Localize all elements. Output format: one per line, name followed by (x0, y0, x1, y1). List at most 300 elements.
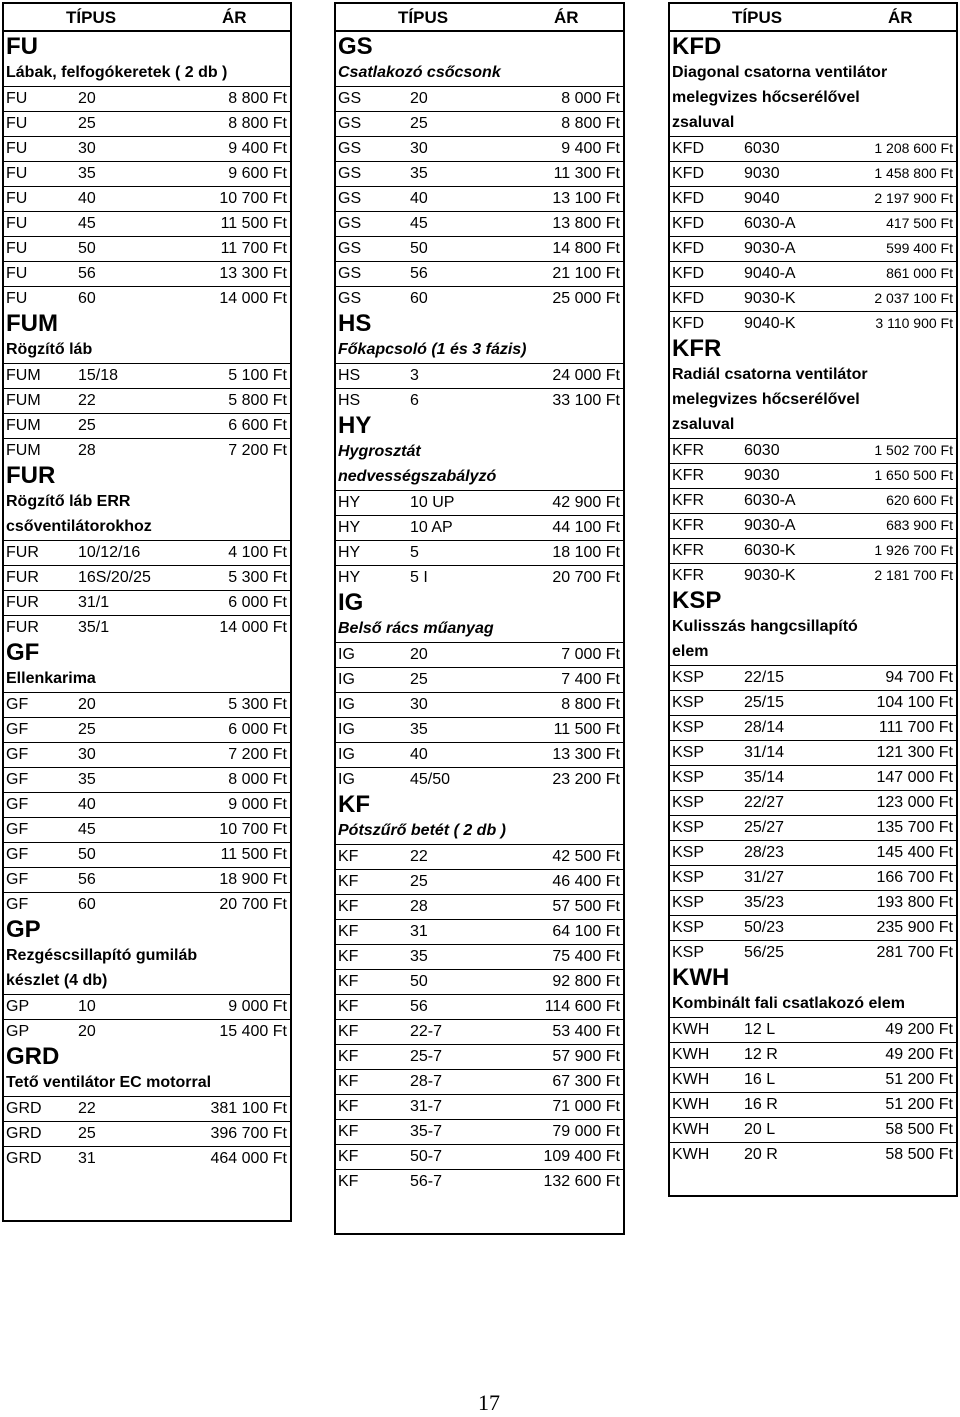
row-price: 147 000 Ft (876, 769, 953, 786)
row-size: 22/27 (744, 794, 785, 811)
section-code: GP (6, 916, 41, 943)
row-size: 50 (78, 846, 96, 863)
row-price: 104 100 Ft (876, 694, 953, 711)
type-header: TÍPUS (732, 8, 783, 27)
price-row (336, 844, 623, 869)
row-type-code: KF (338, 1048, 359, 1065)
price-row (336, 969, 623, 994)
price-row (336, 919, 623, 944)
price-row (670, 463, 956, 488)
row-price: 1 926 700 Ft (874, 542, 953, 558)
price-row (4, 742, 290, 767)
price-row (4, 842, 290, 867)
section-description: Diagonal csatorna ventilátor (672, 64, 888, 81)
row-price: 381 100 Ft (210, 1100, 287, 1117)
row-type-code: FU (6, 90, 28, 107)
row-price: 33 100 Ft (552, 392, 620, 409)
row-type-code: FU (6, 240, 28, 257)
row-size: 6030 (744, 140, 780, 157)
row-size: 16 R (744, 1096, 778, 1113)
row-size: 3 (410, 367, 419, 384)
row-price: 6 000 Ft (228, 721, 287, 738)
row-price: 9 000 Ft (228, 998, 287, 1015)
row-price: 24 000 Ft (552, 367, 620, 384)
price-row (4, 867, 290, 892)
row-price: 23 200 Ft (552, 771, 620, 788)
row-size: 9040-A (744, 265, 796, 282)
row-price: 5 100 Ft (228, 367, 287, 384)
row-type-code: HS (338, 392, 361, 409)
row-size: 45 (410, 215, 428, 232)
price-row (4, 186, 290, 211)
row-size: 31/27 (744, 869, 785, 886)
row-price: 8 800 Ft (561, 696, 620, 713)
price-row (670, 890, 956, 915)
row-price: 44 100 Ft (552, 519, 620, 536)
row-type-code: GP (6, 998, 30, 1015)
section-description: Csatlakozó csőcsonk (338, 64, 501, 81)
row-price: 121 300 Ft (876, 744, 953, 761)
row-type-code: FUR (6, 619, 39, 636)
row-size: 28/14 (744, 719, 785, 736)
row-size: 50 (410, 240, 428, 257)
section-description: Rezgéscsillapító gumiláb (6, 947, 198, 964)
section-description: nedvességszabályzó (338, 468, 497, 485)
row-type-code: KF (338, 923, 359, 940)
section-description: Pótszűrő betét ( 2 db ) (338, 822, 506, 839)
price-header: ÁR (554, 8, 579, 27)
row-size: 20 (78, 90, 96, 107)
row-size: 45 (78, 821, 96, 838)
row-price: 114 600 Ft (544, 998, 620, 1015)
price-row (4, 1121, 290, 1146)
section-code: FUR (6, 462, 56, 489)
row-price: 11 300 Ft (553, 165, 620, 182)
row-type-code: FU (6, 140, 28, 157)
row-size: 10/12/16 (78, 544, 141, 561)
row-size: 20 (410, 646, 428, 663)
section-code: IG (338, 589, 364, 616)
row-size: 25 (78, 721, 96, 738)
row-price: 11 700 Ft (220, 240, 287, 257)
price-row (4, 792, 290, 817)
row-price: 9 000 Ft (228, 796, 287, 813)
row-size: 6030-K (744, 542, 796, 559)
row-type-code: GF (6, 721, 29, 738)
price-header: ÁR (222, 8, 247, 27)
row-size: 10 AP (410, 519, 453, 536)
row-size: 22 (410, 848, 428, 865)
row-size: 31-7 (410, 1098, 443, 1115)
row-type-code: KFD (672, 265, 704, 282)
row-type-code: KF (338, 1098, 359, 1115)
row-price: 5 300 Ft (228, 569, 287, 586)
section-description: Kulisszás hangcsillapító (672, 618, 858, 635)
row-price: 21 100 Ft (552, 265, 620, 282)
row-price: 18 900 Ft (219, 871, 287, 888)
section-code: KSP (672, 587, 722, 614)
row-price: 7 200 Ft (228, 746, 287, 763)
row-type-code: KSP (672, 869, 705, 886)
row-type-code: GS (338, 215, 362, 232)
row-size: 28 (410, 898, 428, 915)
row-type-code: KF (338, 1073, 359, 1090)
row-size: 50-7 (410, 1148, 443, 1165)
price-row (336, 363, 623, 388)
row-type-code: HY (338, 544, 361, 561)
row-size: 28-7 (410, 1073, 443, 1090)
row-price: 417 500 Ft (886, 215, 953, 231)
row-size: 40 (78, 190, 96, 207)
row-size: 30 (78, 746, 96, 763)
row-size: 56 (410, 998, 428, 1015)
row-size: 28/23 (744, 844, 785, 861)
row-price: 861 000 Ft (886, 265, 953, 281)
row-price: 20 700 Ft (552, 569, 620, 586)
row-type-code: GF (6, 896, 29, 913)
section-code: GRD (6, 1043, 60, 1070)
row-size: 20 (78, 1023, 96, 1040)
row-size: 50/23 (744, 919, 785, 936)
row-price: 9 400 Ft (228, 140, 287, 157)
row-price: 53 400 Ft (552, 1023, 620, 1040)
price-row (4, 615, 290, 640)
price-row (670, 865, 956, 890)
price-row (336, 1169, 623, 1194)
row-size: 35/14 (744, 769, 785, 786)
price-row (670, 940, 956, 965)
row-size: 25 (78, 1125, 96, 1142)
row-price: 14 000 Ft (219, 290, 287, 307)
row-type-code: FUM (6, 392, 41, 409)
row-price: 1 458 800 Ft (874, 165, 953, 181)
row-price: 51 200 Ft (885, 1071, 953, 1088)
section-description: csőventilátorokhoz (6, 518, 152, 535)
row-size: 31 (78, 1150, 96, 1167)
section-description: Radiál csatorna ventilátor (672, 366, 868, 383)
row-size: 25 (78, 115, 96, 132)
price-row (670, 513, 956, 538)
row-size: 16S/20/25 (78, 569, 151, 586)
row-size: 25 (410, 671, 428, 688)
price-row (670, 915, 956, 940)
row-type-code: KSP (672, 769, 705, 786)
row-type-code: IG (338, 746, 355, 763)
price-row (336, 894, 623, 919)
section-description: Belső rács műanyag (338, 620, 494, 637)
row-size: 15/18 (78, 367, 119, 384)
row-price: 94 700 Ft (885, 669, 953, 686)
row-size: 35 (410, 948, 428, 965)
price-row (336, 161, 623, 186)
row-price: 8 000 Ft (228, 771, 287, 788)
row-size: 5 (410, 544, 419, 561)
section-description: Rögzítő láb ERR (6, 493, 131, 510)
section-code: KFR (672, 335, 722, 362)
row-size: 25/15 (744, 694, 785, 711)
row-price: 5 800 Ft (228, 392, 287, 409)
row-size: 9030 (744, 467, 780, 484)
row-price: 2 197 900 Ft (874, 190, 953, 206)
price-row (4, 438, 290, 463)
row-type-code: GS (338, 290, 362, 307)
price-row (670, 690, 956, 715)
row-size: 28 (78, 442, 96, 459)
row-type-code: KSP (672, 744, 705, 761)
price-row (4, 817, 290, 842)
row-price: 10 700 Ft (219, 190, 287, 207)
price-row (336, 540, 623, 565)
price-row (4, 565, 290, 590)
price-row (336, 994, 623, 1019)
price-row (670, 1117, 956, 1142)
row-type-code: IG (338, 671, 355, 688)
row-price: 464 000 Ft (210, 1150, 287, 1167)
row-size: 25/27 (744, 819, 785, 836)
row-type-code: KF (338, 973, 359, 990)
price-row (4, 388, 290, 413)
price-row (4, 1146, 290, 1171)
row-price: 396 700 Ft (210, 1125, 287, 1142)
row-type-code: IG (338, 646, 355, 663)
row-size: 45 (78, 215, 96, 232)
row-price: 49 200 Ft (885, 1046, 953, 1063)
price-row (336, 692, 623, 717)
row-size: 35 (410, 721, 428, 738)
row-price: 2 181 700 Ft (874, 567, 953, 583)
row-size: 35 (410, 165, 428, 182)
section-description: Hygrosztát (338, 443, 421, 460)
row-size: 30 (410, 140, 428, 157)
section-code: KFD (672, 33, 722, 60)
row-type-code: GS (338, 115, 362, 132)
price-row (4, 136, 290, 161)
section-code: FU (6, 33, 38, 60)
row-size: 30 (410, 696, 428, 713)
row-type-code: KF (338, 998, 359, 1015)
row-type-code: GRD (6, 1150, 42, 1167)
row-type-code: FUR (6, 594, 39, 611)
row-price: 1 650 500 Ft (874, 467, 953, 483)
price-row (4, 211, 290, 236)
row-type-code: GF (6, 696, 29, 713)
section-description: Kombinált fali csatlakozó elem (672, 995, 905, 1012)
row-price: 13 100 Ft (552, 190, 620, 207)
row-price: 9 400 Ft (561, 140, 620, 157)
price-row (4, 717, 290, 742)
row-type-code: KFD (672, 165, 704, 182)
row-type-code: KF (338, 1123, 359, 1140)
row-size: 6030-A (744, 492, 796, 509)
row-type-code: GS (338, 165, 362, 182)
row-size: 10 (78, 998, 96, 1015)
price-row (670, 563, 956, 588)
row-size: 5 I (410, 569, 428, 586)
section-description: melegvizes hőcserélővel (672, 391, 860, 408)
row-price: 8 000 Ft (561, 90, 620, 107)
price-row (670, 665, 956, 690)
row-price: 166 700 Ft (876, 869, 953, 886)
row-type-code: KSP (672, 919, 705, 936)
row-size: 56 (78, 871, 96, 888)
price-row (4, 767, 290, 792)
row-price: 7 400 Ft (561, 671, 620, 688)
row-size: 9030 (744, 165, 780, 182)
row-type-code: KFR (672, 442, 704, 459)
price-row (4, 286, 290, 311)
row-price: 6 600 Ft (228, 417, 287, 434)
row-price: 599 400 Ft (886, 240, 953, 256)
section-description: melegvizes hőcserélővel (672, 89, 860, 106)
row-price: 58 500 Ft (885, 1121, 953, 1138)
price-row (4, 1096, 290, 1121)
row-size: 35-7 (410, 1123, 443, 1140)
row-type-code: KFD (672, 240, 704, 257)
section-description: Tető ventilátor EC motorral (6, 1074, 212, 1091)
row-type-code: KF (338, 1023, 359, 1040)
row-price: 51 200 Ft (885, 1096, 953, 1113)
row-type-code: KFD (672, 190, 704, 207)
price-row (336, 767, 623, 792)
row-size: 12 R (744, 1046, 778, 1063)
row-size: 35/1 (78, 619, 110, 636)
row-size: 25 (410, 115, 428, 132)
row-price: 1 502 700 Ft (874, 442, 953, 458)
column-header (336, 4, 623, 32)
row-type-code: KSP (672, 719, 705, 736)
row-size: 40 (410, 746, 428, 763)
row-type-code: HY (338, 494, 361, 511)
price-row (336, 1044, 623, 1069)
row-size: 35/23 (744, 894, 785, 911)
row-type-code: GRD (6, 1125, 42, 1142)
row-type-code: KFD (672, 315, 704, 332)
price-row (4, 994, 290, 1019)
price-row (336, 1019, 623, 1044)
section-description: zsaluval (672, 114, 735, 131)
row-size: 30 (78, 140, 96, 157)
row-size: 25 (410, 873, 428, 890)
price-row (670, 161, 956, 186)
price-row (670, 815, 956, 840)
price-row (670, 136, 956, 161)
price-row (336, 111, 623, 136)
price-row (4, 413, 290, 438)
row-price: 8 800 Ft (228, 90, 287, 107)
price-row (4, 590, 290, 615)
row-type-code: IG (338, 696, 355, 713)
row-type-code: GF (6, 746, 29, 763)
row-price: 46 400 Ft (552, 873, 620, 890)
section-code: KF (338, 791, 370, 818)
row-size: 56-7 (410, 1173, 443, 1190)
row-type-code: KFR (672, 542, 704, 559)
row-type-code: GF (6, 796, 29, 813)
price-row (336, 136, 623, 161)
row-type-code: FU (6, 265, 28, 282)
price-row (336, 286, 623, 311)
section-code: KWH (672, 964, 730, 991)
row-type-code: KFR (672, 492, 704, 509)
price-row (4, 1019, 290, 1044)
row-size: 25 (78, 417, 96, 434)
row-size: 31/1 (78, 594, 110, 611)
row-size: 9030-A (744, 240, 796, 257)
row-size: 20 (78, 696, 96, 713)
row-size: 22 (78, 1100, 96, 1117)
row-size: 20 (410, 90, 428, 107)
row-type-code: FU (6, 165, 28, 182)
price-row (336, 869, 623, 894)
price-row (4, 86, 290, 111)
row-type-code: KSP (672, 794, 705, 811)
price-row (336, 1069, 623, 1094)
row-type-code: KFD (672, 140, 704, 157)
section-description: Rögzítő láb (6, 341, 93, 358)
price-row (670, 311, 956, 336)
row-size: 56/25 (744, 944, 785, 961)
row-price: 8 800 Ft (228, 115, 287, 132)
price-row (670, 1042, 956, 1067)
section-description: elem (672, 643, 709, 660)
section-code: HY (338, 412, 372, 439)
row-size: 31/14 (744, 744, 785, 761)
page-number: 17 (478, 1390, 500, 1415)
price-row (336, 944, 623, 969)
row-size: 60 (78, 896, 96, 913)
row-size: 20 L (744, 1121, 776, 1138)
row-type-code: KSP (672, 894, 705, 911)
row-size: 60 (410, 290, 428, 307)
price-row (4, 892, 290, 917)
row-type-code: FUM (6, 417, 41, 434)
price-row (336, 86, 623, 111)
row-type-code: FUR (6, 544, 39, 561)
price-row (4, 363, 290, 388)
row-price: 58 500 Ft (885, 1146, 953, 1163)
row-size: 9030-K (744, 567, 796, 584)
row-type-code: KWH (672, 1121, 710, 1138)
row-size: 40 (78, 796, 96, 813)
row-price: 18 100 Ft (552, 544, 620, 561)
price-row (670, 538, 956, 563)
price-row (336, 667, 623, 692)
row-type-code: KSP (672, 944, 705, 961)
price-row (670, 1142, 956, 1167)
section-code: GF (6, 639, 40, 666)
price-row (336, 717, 623, 742)
price-row (336, 261, 623, 286)
price-row (670, 715, 956, 740)
row-size: 22 (78, 392, 96, 409)
row-type-code: GF (6, 871, 29, 888)
row-type-code: KFR (672, 517, 704, 534)
price-column-2 (334, 2, 625, 1235)
row-type-code: GRD (6, 1100, 42, 1117)
section-description: zsaluval (672, 416, 735, 433)
row-type-code: GF (6, 846, 29, 863)
row-price: 5 300 Ft (228, 696, 287, 713)
section-description: készlet (4 db) (6, 972, 108, 989)
price-row (336, 1094, 623, 1119)
section-code: HS (338, 310, 372, 337)
row-price: 15 400 Ft (219, 1023, 287, 1040)
row-price: 235 900 Ft (876, 919, 953, 936)
price-row (670, 840, 956, 865)
price-row (670, 740, 956, 765)
row-price: 9 600 Ft (228, 165, 287, 182)
row-price: 13 300 Ft (552, 746, 620, 763)
